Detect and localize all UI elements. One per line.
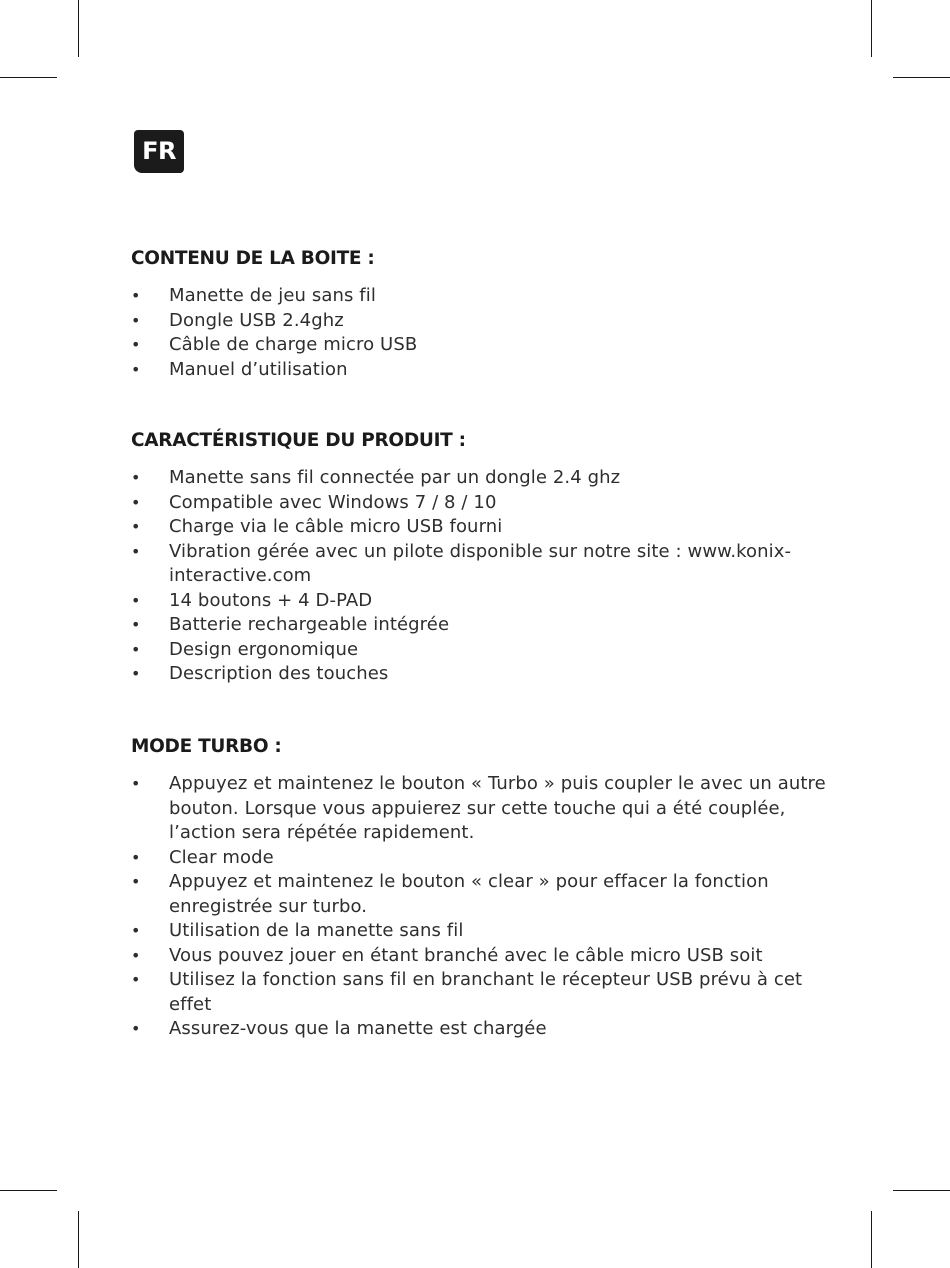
list-item-text: Manuel d’utilisation: [169, 358, 348, 380]
list-item-text: Utilisation de la manette sans fil: [169, 920, 464, 941]
section-box-contents: [131, 247, 831, 382]
bullet-icon: •: [131, 921, 141, 940]
list-item-text: Batterie rechargeable intégrée: [169, 614, 450, 635]
bullet-icon: •: [131, 359, 141, 379]
section-title: CONTENU DE LA BOITE :: [131, 248, 375, 269]
list-item: [131, 466, 831, 491]
list-item: [131, 589, 831, 614]
list-item: [131, 919, 831, 944]
crop-mark: [0, 1190, 57, 1191]
list-item: [131, 944, 831, 969]
list-item-text: Vous pouvez jouer en étant branché avec le câble micro USB soit: [169, 944, 763, 966]
list-item-text: Dongle USB 2.4ghz: [169, 309, 344, 331]
crop-mark: [871, 0, 872, 57]
bullet-icon: •: [131, 286, 141, 305]
bullet-icon: •: [131, 615, 141, 634]
list-item: [131, 309, 831, 334]
section-title: CARACTÉRISTIQUE DU PRODUIT :: [131, 430, 466, 451]
crop-mark: [0, 77, 57, 78]
bullet-icon: •: [131, 541, 141, 561]
bullet-icon: •: [131, 590, 141, 610]
list-item: [131, 491, 831, 516]
bullet-icon: •: [131, 664, 141, 683]
bullet-list: [131, 466, 831, 687]
list-item-text: Appuyez et maintenez le bouton « Turbo » puis coupler le avec un autre bouton. Lorsque vous appuierez sur cette touche qui a été couplée, l’action sera répétée rapidement.: [169, 773, 826, 843]
list-item-text: Appuyez et maintenez le bouton « clear » pour effacer la fonction enregistrée sur turbo.: [169, 871, 769, 917]
list-item: [131, 772, 831, 846]
list-item-text: Charge via le câble micro USB fourni: [169, 516, 503, 537]
list-item-text: Câble de charge micro USB: [169, 334, 418, 355]
list-item-text: Description des touches: [169, 663, 389, 684]
bullet-icon: •: [131, 847, 141, 867]
list-item-text: Vibration gérée avec un pilote disponible sur notre site : www.konix-interactive.com: [169, 540, 792, 586]
list-item: [131, 638, 831, 663]
list-item-text: Design ergonomique: [169, 638, 359, 660]
list-item: [131, 540, 831, 589]
bullet-icon: •: [131, 872, 141, 891]
bullet-icon: •: [131, 1019, 141, 1038]
section-title: MODE TURBO :: [131, 736, 282, 757]
crop-mark: [893, 77, 950, 78]
bullet-icon: •: [131, 468, 141, 487]
bullet-icon: •: [131, 945, 141, 965]
crop-mark: [78, 0, 79, 57]
bullet-icon: •: [131, 310, 141, 330]
bullet-icon: •: [131, 492, 141, 512]
bullet-list: [131, 772, 831, 1042]
list-item-text: Compatible avec Windows 7 / 8 / 10: [169, 491, 497, 513]
bullet-icon: •: [131, 517, 141, 536]
bullet-icon: •: [131, 774, 141, 793]
list-item: [131, 333, 831, 358]
list-item: [131, 358, 831, 383]
list-item: [131, 613, 831, 638]
crop-mark: [871, 1211, 872, 1268]
crop-mark: [78, 1211, 79, 1268]
list-item-text: Assurez-vous que la manette est chargée: [169, 1018, 547, 1039]
list-item: [131, 284, 831, 309]
list-item: [131, 968, 831, 1017]
list-item: [131, 515, 831, 540]
language-badge: FR: [134, 130, 184, 173]
list-item: [131, 870, 831, 919]
list-item: [131, 846, 831, 871]
list-item-text: Manette de jeu sans fil: [169, 285, 376, 306]
bullet-icon: •: [131, 335, 141, 354]
bullet-list: [131, 284, 831, 382]
list-item: [131, 662, 831, 687]
list-item-text: Manette sans fil connectée par un dongle 2.4 ghz: [169, 467, 621, 488]
crop-mark: [893, 1190, 950, 1191]
list-item-text: 14 boutons + 4 D-PAD: [169, 589, 373, 611]
bullet-icon: •: [131, 970, 141, 989]
section-product-features: [131, 429, 831, 687]
list-item-text: Utilisez la fonction sans fil en branchant le récepteur USB prévu à cet effet: [169, 969, 803, 1015]
list-item: [131, 1017, 831, 1042]
list-item-text: Clear mode: [169, 846, 274, 868]
section-turbo-mode: [131, 735, 831, 1042]
bullet-icon: •: [131, 639, 141, 659]
